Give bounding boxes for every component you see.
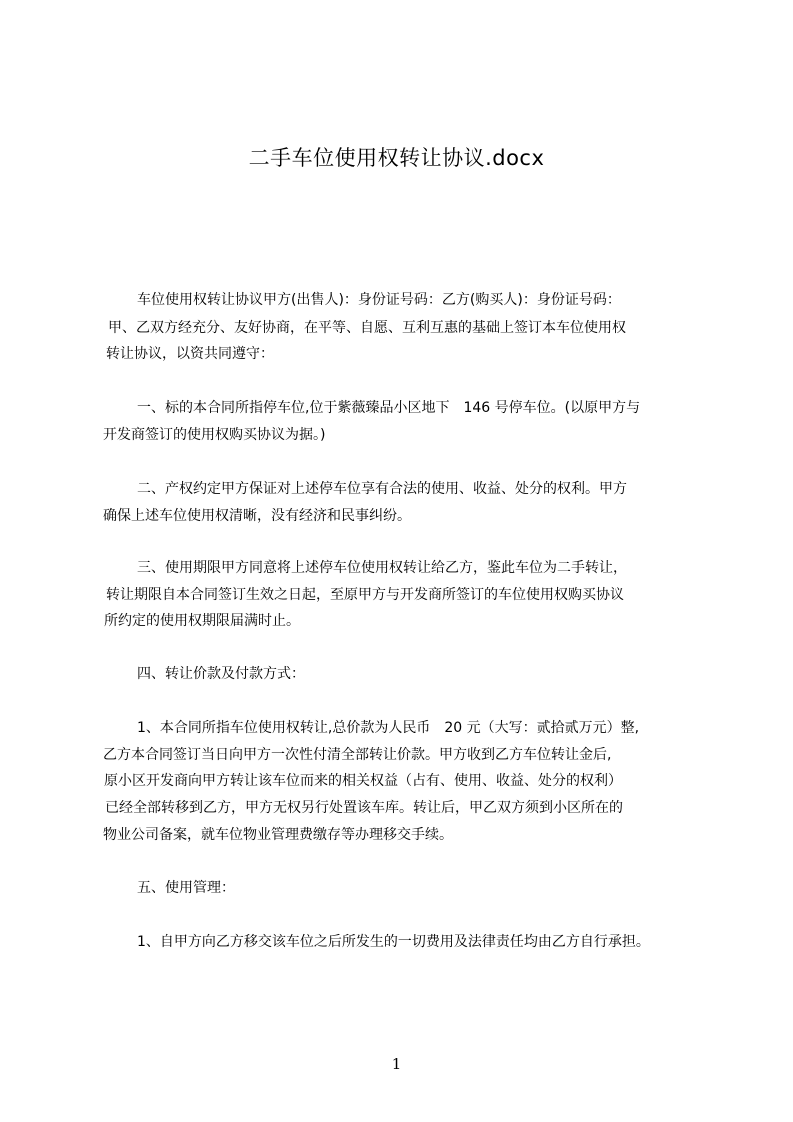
intro-line-3: 转让协议，以资共同遵守： [106,346,274,362]
clause-5-heading: 五、使用管理： [137,880,235,896]
clause-3-line-3: 所约定的使用权期限届满时止。 [104,613,300,629]
clause-3-line-1: 三、使用期限甲方同意将上述停车位使用权转让给乙方，鉴此车位为二手转让， [137,560,627,576]
clause-4-item-1-line-3: 原小区开发商向甲方转让该车位而来的相关权益（占有、使用、收益、处分的权利） [104,773,622,789]
intro-line-1: 车位使用权转让协议甲方(出售人)：身份证号码：乙方(购买人)：身份证号码： [137,292,621,308]
clause-1-line-2: 开发商签订的使用权购买协议为据。) [103,427,326,443]
clause-4-item-1-line-2: 乙方本合同签订当日向甲方一次性付清全部转让价款。甲方收到乙方车位转让金后, [103,747,612,763]
clause-4-item-1-line-5: 物业公司备案，就车位物业管理费缴存等办理移交手续。 [103,827,453,843]
page-number: 1 [391,1055,402,1073]
intro-line-2: 甲、乙双方经充分、友好协商，在平等、自愿、互利互惠的基础上签订本车位使用权 [108,320,626,336]
clause-5-item-1-line-1: 1、自甲方向乙方移交该车位之后所发生的一切费用及法律责任均由乙方自行承担。 [137,934,650,950]
clause-4-item-1-line-1: 1、本合同所指车位使用权转让,总价款为人民币 20 元（大写：贰拾贰万元）整, [137,720,640,736]
document-title: 二手车位使用权转让协议.docx [248,146,545,170]
clause-4-heading: 四、转让价款及付款方式： [137,666,305,682]
clause-2-line-1: 二、产权约定甲方保证对上述停车位享有合法的使用、收益、处分的权利。甲方 [137,481,627,497]
clause-3-line-2: 转让期限自本合同签订生效之日起，至原甲方与开发商所签订的车位使用权购买协议 [106,587,624,603]
clause-4-item-1-line-4: 已经全部转移到乙方，甲方无权另行处置该车库。转让后，甲乙双方须到小区所在的 [105,800,623,816]
clause-2-line-2: 确保上述车位使用权清晰，没有经济和民事纠纷。 [103,508,411,524]
clause-1-line-1: 一、标的本合同所指停车位,位于紫薇臻品小区地下 146 号停车位。(以原甲方与 [137,400,641,416]
